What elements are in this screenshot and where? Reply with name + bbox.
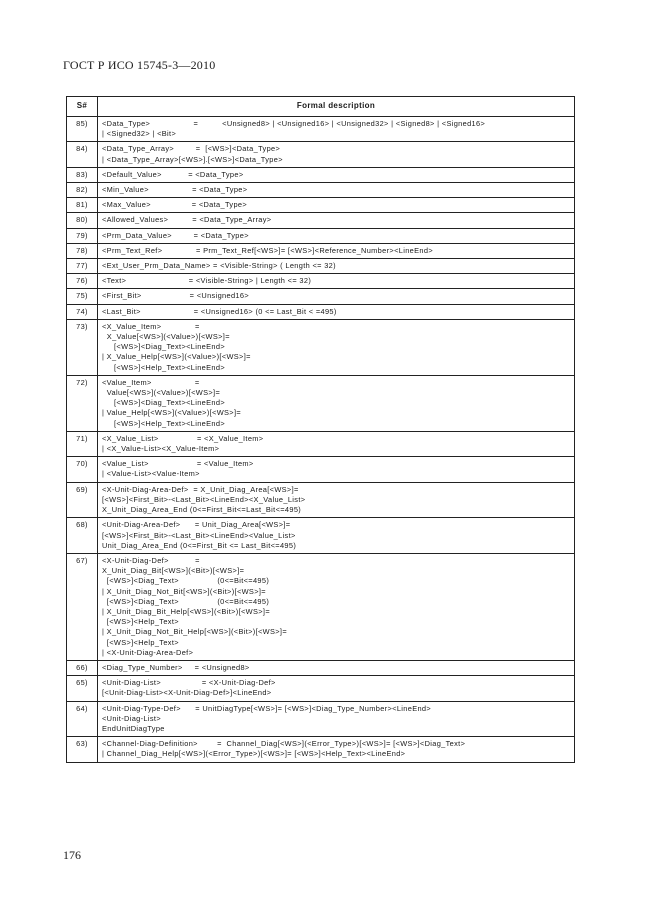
table-row [67, 553, 575, 660]
description-line: <Unit-Diag-Type-Def> = UnitDiagType[<WS>]= [<WS>]<Diag_Type_Number><LineEnd> [102, 703, 432, 713]
row-number: 82) [67, 183, 98, 198]
row-formal-description [98, 553, 575, 660]
row-formal-description [98, 660, 575, 675]
table-row [67, 198, 575, 213]
table-row [67, 701, 575, 737]
row-formal-description [98, 183, 575, 198]
row-formal-description [98, 518, 575, 554]
row-number: 76) [67, 274, 98, 289]
row-formal-description [98, 304, 575, 319]
row-formal-description [98, 737, 575, 762]
row-formal-description [98, 117, 575, 142]
row-formal-description [98, 457, 575, 482]
description-line: X_Value[<WS>](<Value>)[<WS>]= [102, 332, 230, 342]
table-row [67, 274, 575, 289]
table-row [67, 482, 575, 518]
formal-description-table [66, 96, 575, 763]
table-row [67, 457, 575, 482]
description-line: Value[<WS>](<Value>)[<WS>]= [102, 388, 221, 398]
row-formal-description [98, 142, 575, 167]
description-line: | Value_Help[<WS>](<Value>)[<WS>]= [102, 408, 242, 418]
table-row [67, 259, 575, 274]
description-line: [<WS>]<First_Bit>-<Last_Bit><LineEnd><X_Value_List> [102, 494, 306, 504]
description-line: <Prm_Text_Ref> = Prm_Text_Ref[<WS>]= [<WS>]<Reference_Number><LineEnd> [102, 245, 433, 255]
description-line: [<WS>]<Help_Text><LineEnd> [102, 362, 226, 372]
row-number: 70) [67, 457, 98, 482]
description-line: <Data_Type> = <Unsigned8> | <Unsigned16> | <Unsigned32> | <Signed8> | <Signed16> [102, 119, 486, 128]
row-number: 81) [67, 198, 98, 213]
row-formal-description [98, 319, 575, 375]
row-formal-description [98, 259, 575, 274]
table-row [67, 289, 575, 304]
row-formal-description [98, 274, 575, 289]
description-line: <Value_List> = <Value_Item> [102, 459, 254, 469]
row-formal-description [98, 431, 575, 456]
table-body [67, 117, 575, 763]
description-line: [<WS>]<First_Bit>-<Last_Bit><LineEnd><Value_List> [102, 530, 296, 540]
row-number: 63) [67, 737, 98, 762]
description-line: <Last_Bit> = <Unsigned16> (0 <= Last_Bit < =495) [102, 306, 337, 316]
description-line: EndUnitDiagType [102, 723, 165, 733]
row-formal-description [98, 482, 575, 518]
table-row [67, 243, 575, 258]
description-line: | Channel_Diag_Help[<WS>](<Error_Type>)[<WS>]= [<WS>]<Help_Text><LineEnd> [102, 749, 406, 759]
description-line: <Unit-Diag-List> = <X-Unit-Diag-Def> [102, 678, 276, 688]
description-line: Unit_Diag_Area_End (0<=First_Bit <= Last_Bit<=495) [102, 540, 297, 550]
description-line: | X_Unit_Diag_Not_Bit_Help[<WS>](<Bit>)[<WS>]= [102, 627, 288, 637]
row-number: 78) [67, 243, 98, 258]
row-formal-description [98, 701, 575, 737]
description-line: <X_Value_Item> = [102, 321, 200, 331]
description-line: [<WS>]<Help_Text> [102, 637, 179, 647]
description-line: | X_Value_Help[<WS>](<Value>)[<WS>]= [102, 352, 251, 362]
table-row [67, 142, 575, 167]
row-formal-description [98, 289, 575, 304]
column-header-number: S# [67, 97, 98, 117]
description-line: | X_Unit_Diag_Not_Bit[<WS>](<Bit>)[<WS>]= [102, 586, 266, 596]
row-number: 84) [67, 142, 98, 167]
description-line: [<Unit-Diag-List><X-Unit-Diag-Def>]<LineEnd> [102, 688, 272, 698]
description-line: <Unit-Diag-Area-Def> = Unit_Diag_Area[<WS>]= [102, 520, 291, 530]
row-formal-description [98, 375, 575, 431]
description-line: | <Value-List><Value-Item> [102, 469, 200, 479]
description-line: [<WS>]<Diag_Text> (0<=Bit<=495) [102, 576, 270, 586]
table-row [67, 117, 575, 142]
row-formal-description [98, 167, 575, 182]
description-line: <Ext_User_Prm_Data_Name> = <Visible-String> ( Length <= 32) [102, 261, 336, 271]
table-row [67, 676, 575, 701]
table-row [67, 737, 575, 762]
row-number: 74) [67, 304, 98, 319]
table-row [67, 183, 575, 198]
description-line: <Prm_Data_Value> = <Data_Type> [102, 230, 249, 240]
row-formal-description [98, 213, 575, 228]
table-row [67, 304, 575, 319]
description-line: <Diag_Type_Number> = <Unsigned8> [102, 662, 250, 672]
document-header: ГОСТ Р ИСО 15745-3—2010 [63, 58, 216, 72]
description-line: [<WS>]<Help_Text> [102, 617, 179, 627]
description-line: | <Data_Type_Array>[<WS>].[<WS>]<Data_Type> [102, 154, 283, 164]
table-row [67, 518, 575, 554]
row-number: 73) [67, 319, 98, 375]
description-line: | X_Unit_Diag_Bit_Help[<WS>](<Bit>)[<WS>]= [102, 606, 270, 616]
description-line: <Default_Value> = <Data_Type> [102, 169, 244, 179]
description-line: [<WS>]<Diag_Text> (0<=Bit<=495) [102, 596, 270, 606]
description-line: <First_Bit> = <Unsigned16> [102, 291, 249, 301]
column-header-formal-description: Formal description [98, 97, 575, 117]
description-line: <Max_Value> = <Data_Type> [102, 200, 248, 210]
description-line: <Unit-Diag-List> [102, 713, 161, 723]
description-line: <X_Value_List> = <X_Value_Item> [102, 433, 264, 443]
row-number: 67) [67, 553, 98, 660]
description-line: <X-Unit-Diag-Area-Def> = X_Unit_Diag_Area[<WS>]= [102, 484, 299, 494]
page-number: 176 [63, 848, 81, 862]
table-row [67, 167, 575, 182]
table-row [67, 660, 575, 675]
description-line: <Allowed_Values> = <Data_Type_Array> [102, 215, 272, 225]
table-header-row [67, 97, 575, 117]
description-line: <Channel-Diag-Definition> = Channel_Diag[<WS>](<Error_Type>)[<WS>]= [<WS>]<Diag_Text> [102, 739, 466, 749]
description-line: X_Unit_Diag_Bit[<WS>](<Bit>)[<WS>]= [102, 566, 245, 576]
row-number: 85) [67, 117, 98, 142]
table-row [67, 213, 575, 228]
row-number: 68) [67, 518, 98, 554]
table-row [67, 319, 575, 375]
row-number: 83) [67, 167, 98, 182]
table-row [67, 228, 575, 243]
description-line: <X-Unit-Diag-Def> = [102, 555, 200, 565]
row-number: 80) [67, 213, 98, 228]
row-number: 75) [67, 289, 98, 304]
row-number: 66) [67, 660, 98, 675]
description-line: [<WS>]<Diag_Text><LineEnd> [102, 342, 226, 352]
row-number: 77) [67, 259, 98, 274]
row-number: 79) [67, 228, 98, 243]
table-row [67, 375, 575, 431]
description-line: | <Signed32> | <Bit> [102, 129, 177, 139]
description-line: <Data_Type_Array> = [<WS>]<Data_Type> [102, 144, 281, 154]
row-formal-description [98, 198, 575, 213]
description-line: <Min_Value> = <Data_Type> [102, 185, 248, 195]
row-number: 69) [67, 482, 98, 518]
description-line: <Value_Item> = [102, 377, 200, 387]
row-number: 65) [67, 676, 98, 701]
row-formal-description [98, 676, 575, 701]
description-line: <Text> = <Visible-String> | Length <= 32) [102, 276, 312, 286]
row-formal-description [98, 243, 575, 258]
row-number: 64) [67, 701, 98, 737]
description-line: [<WS>]<Diag_Text><LineEnd> [102, 398, 226, 408]
description-line: [<WS>]<Help_Text><LineEnd> [102, 418, 226, 428]
row-number: 72) [67, 375, 98, 431]
row-number: 71) [67, 431, 98, 456]
description-line: | <X-Unit-Diag-Area-Def> [102, 647, 194, 657]
table-row [67, 431, 575, 456]
description-line: | <X_Value-List><X_Value-Item> [102, 444, 220, 454]
row-formal-description [98, 228, 575, 243]
description-line: X_Unit_Diag_Area_End (0<=First_Bit<=Last_Bit<=495) [102, 505, 302, 515]
